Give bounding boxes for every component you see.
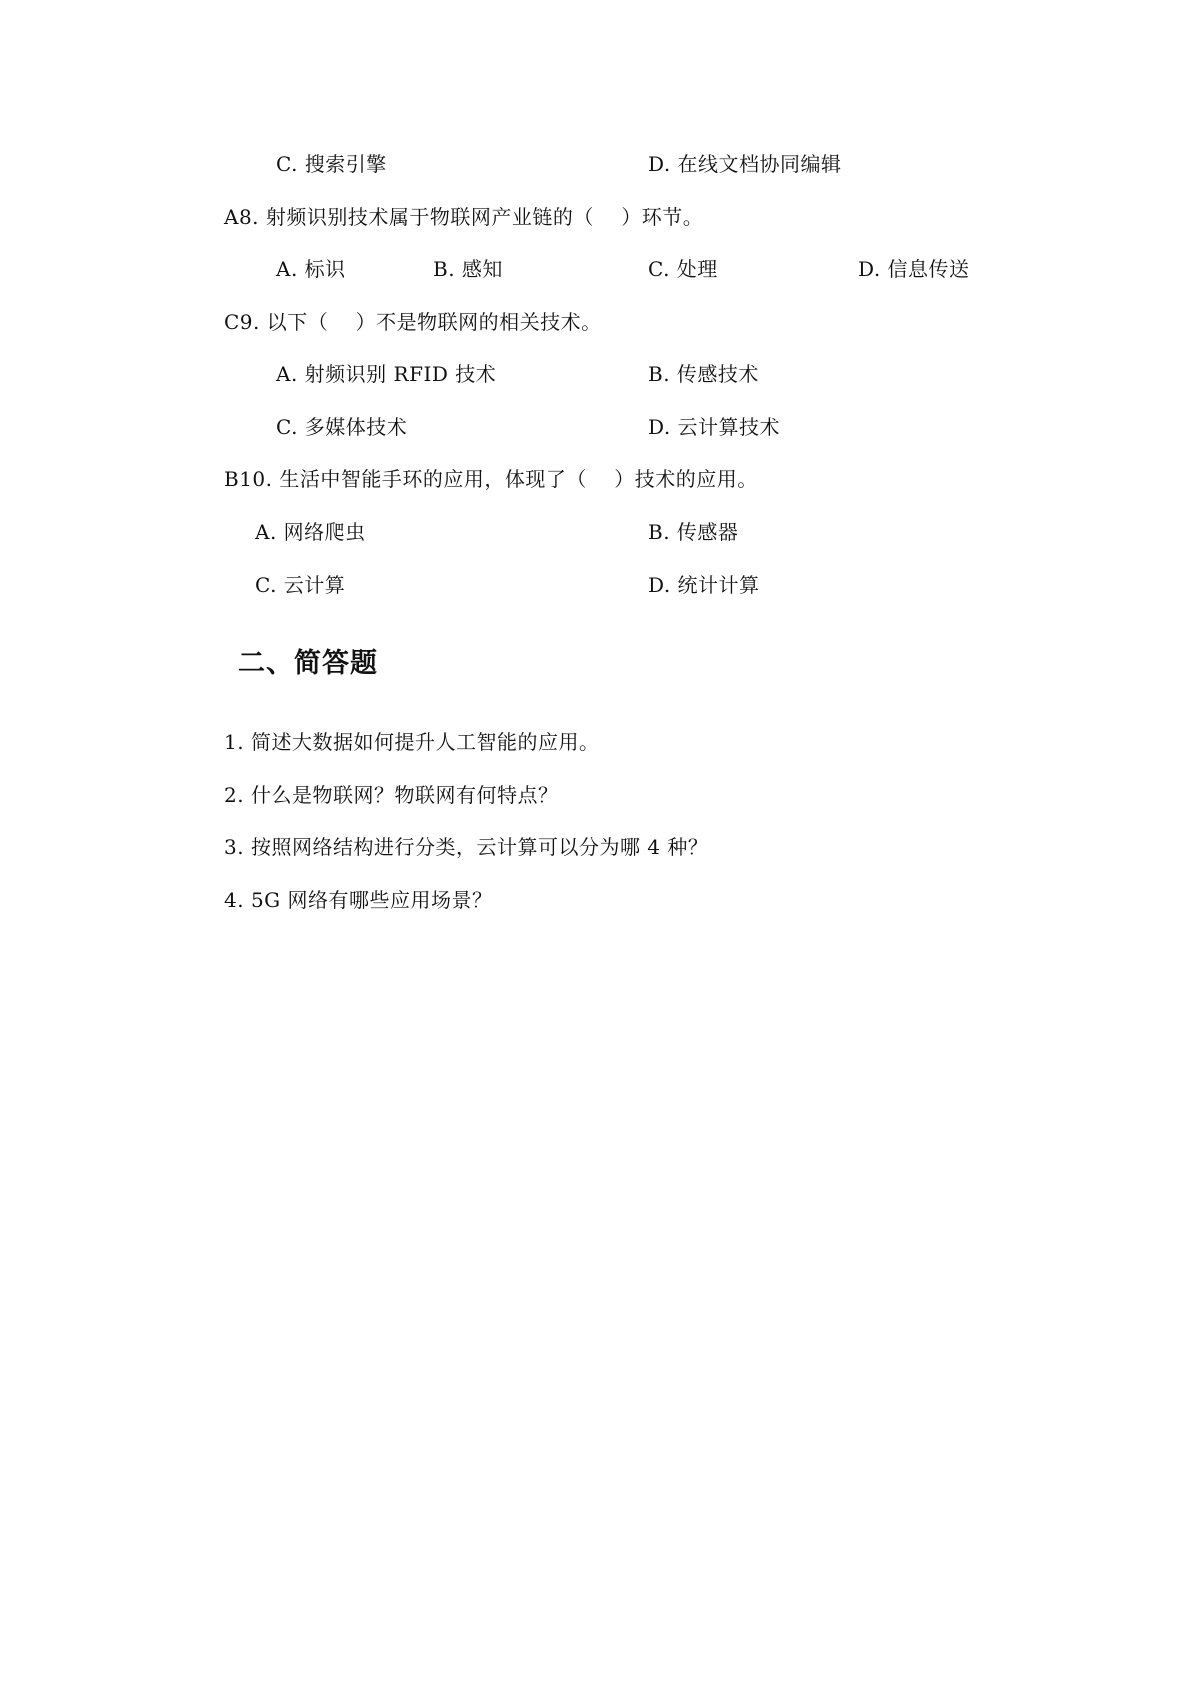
short-answer-item-1: 1. 简述大数据如何提升人工智能的应用。 [224,730,600,754]
q9-option-d: D. 云计算技术 [648,415,781,439]
q9-option-b: B. 传感技术 [648,362,759,386]
q10-option-d: D. 统计计算 [648,573,760,597]
q7-option-c: C. 搜索引擎 [276,152,387,176]
q7-option-d: D. 在线文档协同编辑 [648,152,842,176]
short-answer-item-4: 4. 5G 网络有哪些应用场景？ [224,888,493,912]
q10-option-c: C. 云计算 [255,573,346,597]
short-answer-item-3: 3. 按照网络结构进行分类，云计算可以分为哪 4 种？ [224,835,709,859]
q8-question: A8. 射频识别技术属于物联网产业链的（ ）环节。 [224,205,704,229]
q10-option-a: A. 网络爬虫 [255,520,366,544]
q9-option-c: C. 多媒体技术 [276,415,408,439]
q8-option-a: A. 标识 [276,257,346,281]
q8-option-d: D. 信息传送 [858,257,970,281]
q8-option-b: B. 感知 [433,257,503,281]
section-title: 二、简答题 [238,648,378,679]
q10-option-b: B. 传感器 [648,520,739,544]
short-answer-item-2: 2. 什么是物联网？物联网有何特点？ [224,783,559,807]
q9-question: C9. 以下（ ）不是物联网的相关技术。 [224,310,602,334]
q8-option-c: C. 处理 [648,257,718,281]
q10-question: B10. 生活中智能手环的应用，体现了（ ）技术的应用。 [224,467,758,491]
q9-option-a: A. 射频识别 RFID 技术 [276,362,497,386]
